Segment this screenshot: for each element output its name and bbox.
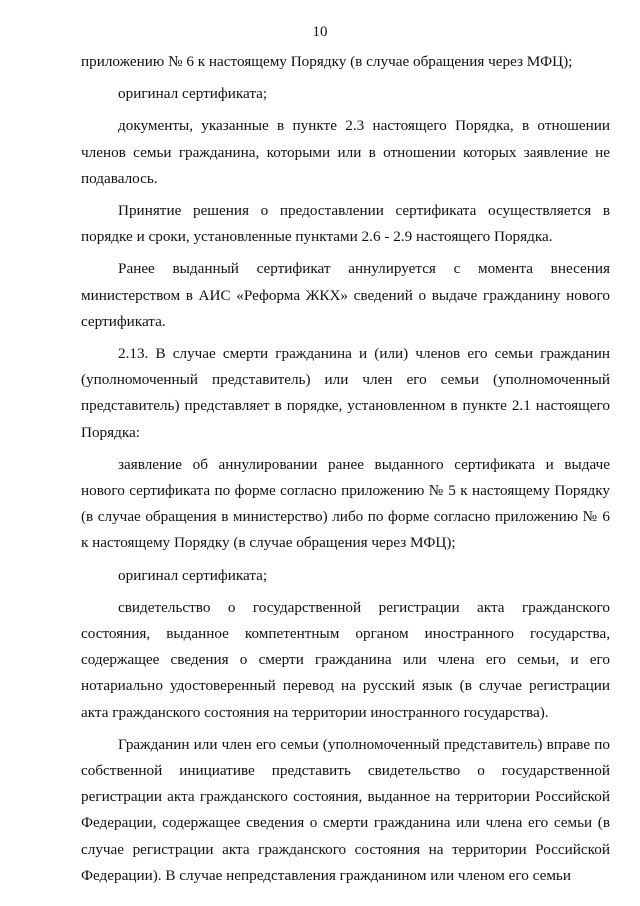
paragraph-annulment: Ранее выданный сертификат аннулируется с момента внесения министерством в АИС «Реформа ЖКХ» сведений о выдаче гражданину нового сертификата. <box>81 260 610 330</box>
paragraph-certificate-original-2: оригинал сертификата; <box>118 566 268 584</box>
paragraph-own-initiative: Гражданин или член его семьи (уполномоченный представитель) вправе по собственной инициативе представить свидетельство о государственной регистрации акта гражданского состояния, выданное на территории Российской Федерации, содержащее сведения о смерти гражданина или члена его семьи (в случае регистрации акта гражданского состояния на территории Российской Федерации). В случае непредставления гражданином или членом его семьи <box>81 735 610 884</box>
paragraph-continuation: приложению № 6 к настоящему Порядку (в случае обращения через МФЦ); <box>81 53 573 70</box>
paragraph-clause-2-13: 2.13. В случае смерти гражданина и (или) членов его семьи гражданин (уполномоченный представитель) или член его семьи (уполномоченный представитель) представляет в порядке, установленном в пункте 2.1 настоящего Порядка: <box>81 345 610 441</box>
paragraph-family-documents: документы, указанные в пункте 2.3 настоящего Порядка, в отношении членов семьи гражданина, которыми или в отношении которых заявление не подавалось. <box>81 117 610 187</box>
page-number: 10 <box>312 24 328 40</box>
document-body <box>81 49 610 889</box>
paragraph-application: заявление об аннулировании ранее выданного сертификата и выдаче нового сертификата по форме согласно приложению № 5 к настоящему Порядку (в случае обращения в министерство) либо по форме согласно приложению № 6 к настоящему Порядку (в случае обращения через МФЦ); <box>81 455 610 552</box>
paragraph-decision: Принятие решения о предоставлении сертификата осуществляется в порядке и сроки, установленные пунктами 2.6 - 2.9 настоящего Порядка. <box>81 202 610 246</box>
paragraph-certificate-original: оригинал сертификата; <box>118 85 268 103</box>
paragraph-death-certificate: свидетельство о государственной регистрации акта гражданского состояния, выданное компетентным органом иностранного государства, содержащее сведения о смерти гражданина или члена его семьи, и его нотариально удостоверенный перевод на русский язык (в случае регистрации акта гражданского состояния на территории иностранного государства). <box>81 598 610 721</box>
